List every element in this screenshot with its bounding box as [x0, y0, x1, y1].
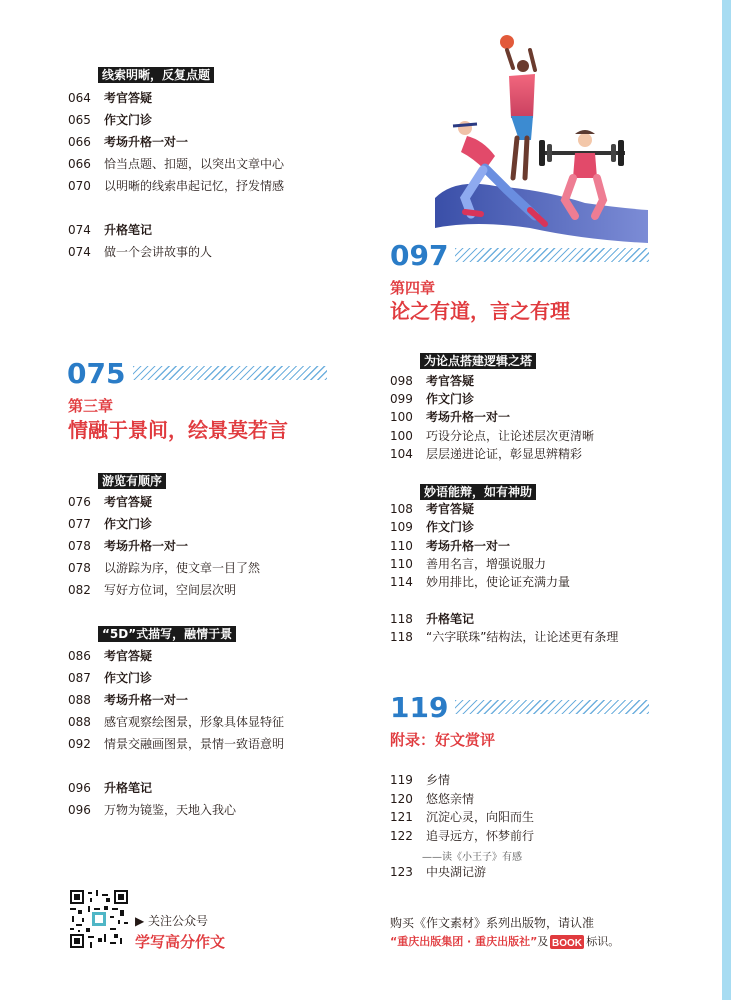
subtitle-note: ——读《小王子》有感	[422, 852, 522, 863]
chapter-label: 第三章	[68, 397, 114, 415]
chapter-page-number: 097	[390, 239, 449, 272]
purchase-notice: 购买《作文素材》系列出版物，请认准	[390, 916, 595, 930]
toc-item[interactable]: 088 考场升格一对一	[68, 693, 189, 707]
toc-item[interactable]: 064 考官答疑	[68, 91, 153, 105]
section-heading: 妙语能辩，如有神助	[420, 484, 536, 500]
toc-item[interactable]: 118 升格笔记	[390, 612, 475, 626]
toc-item[interactable]: 119 乡情	[390, 773, 451, 787]
toc-item[interactable]: 065 作文门诊	[68, 113, 153, 127]
publisher-line: “重庆出版集团 · 重庆出版社”及 BOOK 标识。	[390, 935, 620, 949]
follow-label: ▶ 关注公众号	[135, 914, 209, 928]
section-heading: 为论点搭建逻辑之塔	[420, 353, 536, 369]
section-heading: 线索明晰，反复点题	[98, 67, 214, 83]
toc-item[interactable]: 114 妙用排比，使论证充满力量	[390, 575, 571, 589]
book-logo	[550, 935, 584, 949]
toc-item[interactable]: 118 “六字联珠”结构法，让论述更有条理	[390, 630, 619, 644]
toc-item[interactable]: 122 追寻远方，怀梦前行	[390, 829, 535, 843]
chapter-title[interactable]: 论之有道，言之有理	[390, 299, 570, 323]
qr-code-icon[interactable]	[70, 890, 128, 948]
toc-item[interactable]: 074 做一个会讲故事的人	[68, 245, 213, 259]
toc-item[interactable]: 077 作文门诊	[68, 517, 153, 531]
sports-illustration	[435, 28, 650, 248]
hatch-decoration	[133, 366, 327, 380]
toc-item[interactable]: 078 以游踪为序，使文章一目了然	[68, 561, 261, 575]
appendix-title[interactable]: 附录：好文赏评	[390, 731, 496, 749]
toc-item[interactable]: 066 恰当点题、扣题，以突出文章中心	[68, 157, 285, 171]
section-heading: “5D”式描写，融情于景	[98, 626, 236, 642]
toc-item[interactable]: 100 巧设分论点，让论述层次更清晰	[390, 429, 595, 443]
chapter-title[interactable]: 情融于景间，绘景莫若言	[68, 418, 288, 442]
toc-item[interactable]: 087 作文门诊	[68, 671, 153, 685]
toc-item[interactable]: 121 沉淀心灵，向阳而生	[390, 810, 535, 824]
hatch-decoration	[455, 700, 649, 714]
toc-item[interactable]: 070 以明晰的线索串起记忆，抒发情感	[68, 179, 285, 193]
toc-item[interactable]: 096 升格笔记	[68, 781, 153, 795]
toc-item[interactable]: 108 考官答疑	[390, 502, 475, 516]
toc-item[interactable]: 110 善用名言，增强说服力	[390, 557, 547, 571]
toc-item[interactable]: 086 考官答疑	[68, 649, 153, 663]
toc-item[interactable]: 078 考场升格一对一	[68, 539, 189, 553]
right-edge-strip	[722, 0, 731, 1000]
toc-item[interactable]: 088 感官观察绘图景，形象具体显特征	[68, 715, 285, 729]
hatch-decoration	[455, 248, 649, 262]
appendix-page-number: 119	[390, 691, 449, 724]
toc-item[interactable]: 082 写好方位词，空间层次明	[68, 583, 237, 597]
toc-item[interactable]: 092 情景交融画图景，景情一致语意明	[68, 737, 285, 751]
toc-item[interactable]: 066 考场升格一对一	[68, 135, 189, 149]
toc-item[interactable]: 123 中央湖记游	[390, 865, 487, 879]
toc-item[interactable]: 099 作文门诊	[390, 392, 475, 406]
toc-item[interactable]: 100 考场升格一对一	[390, 410, 511, 424]
toc-item[interactable]: 104 层层递进论证，彰显思辨精彩	[390, 447, 583, 461]
toc-item[interactable]: 109 作文门诊	[390, 520, 475, 534]
publisher-name: “重庆出版集团 · 重庆出版社”	[390, 935, 538, 948]
svg-text:BOOK: BOOK	[552, 938, 583, 949]
toc-item[interactable]: 096 万物为镜鉴，天地入我心	[68, 803, 237, 817]
toc-item[interactable]: 098 考官答疑	[390, 374, 475, 388]
toc-item[interactable]: 110 考场升格一对一	[390, 539, 511, 553]
account-name[interactable]: 学写高分作文	[135, 933, 226, 951]
chapter-label: 第四章	[390, 279, 436, 297]
section-heading: 游览有顺序	[98, 473, 166, 489]
toc-item[interactable]: 076 考官答疑	[68, 495, 153, 509]
chapter-page-number: 075	[67, 357, 126, 390]
toc-item[interactable]: 120 悠悠亲情	[390, 792, 475, 806]
toc-item[interactable]: 074 升格笔记	[68, 223, 153, 237]
